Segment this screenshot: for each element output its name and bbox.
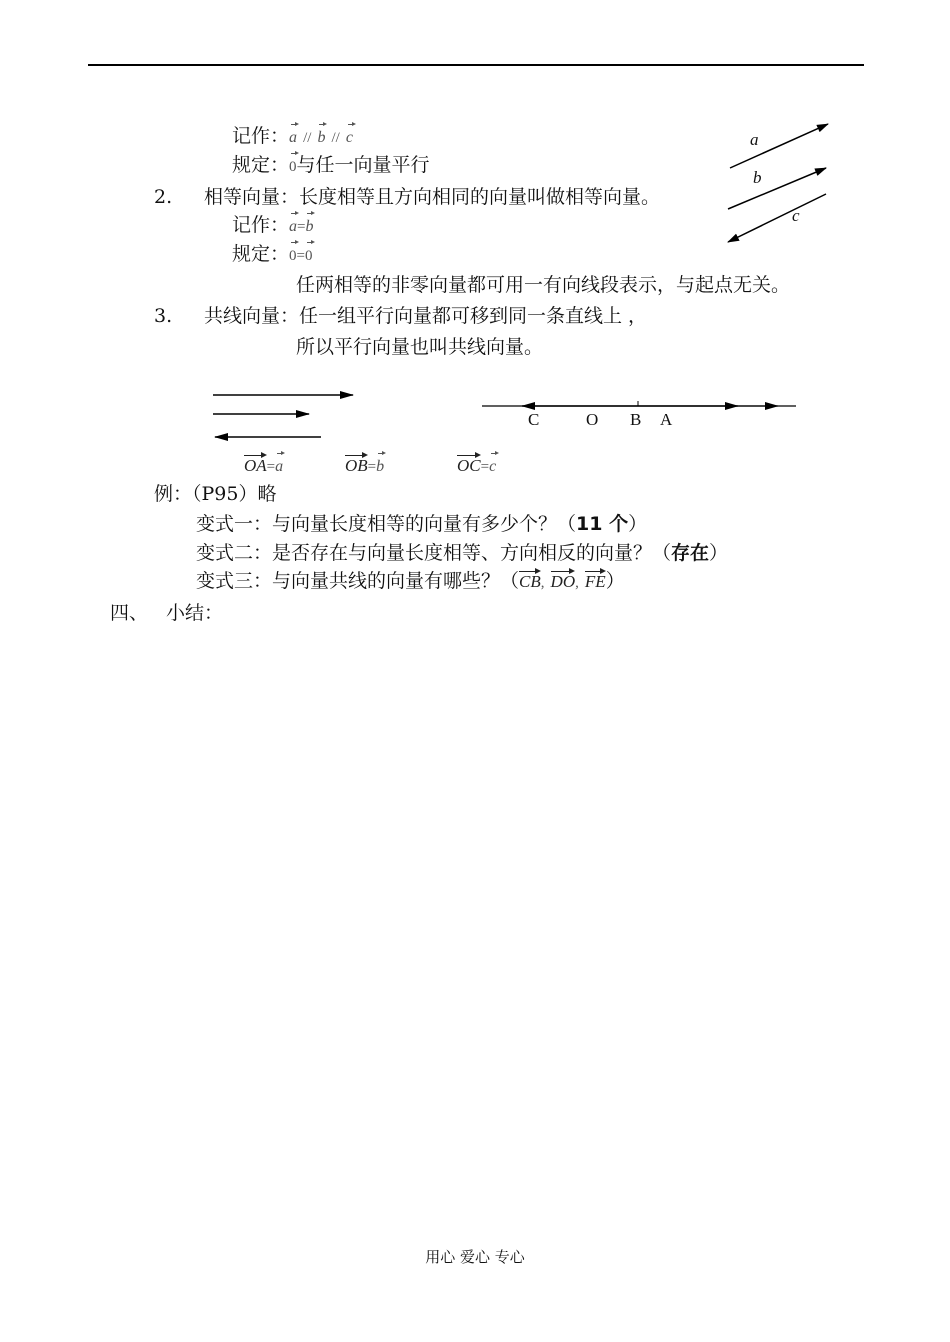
item2-rule-line bbox=[232, 242, 312, 268]
rule-label: 规定： bbox=[232, 243, 290, 265]
label-a: a bbox=[750, 130, 759, 149]
parallel-vectors-diagram bbox=[720, 118, 840, 253]
close-paren: ） bbox=[605, 570, 625, 592]
variant-2 bbox=[196, 541, 728, 565]
rule-zero-parallel-line bbox=[232, 153, 430, 179]
equals-sign: = bbox=[296, 248, 305, 264]
item2-notation-line bbox=[232, 213, 313, 239]
variant-3-text: 变式三：与向量共线的向量有哪些？（ bbox=[196, 570, 520, 592]
header-rule bbox=[88, 64, 864, 66]
vec-a: a bbox=[289, 126, 297, 150]
label-b: b bbox=[753, 168, 762, 187]
vec-b: b bbox=[305, 215, 313, 239]
close-paren: ） bbox=[709, 542, 729, 564]
variant-2-text: 变式二：是否存在与向量长度相等、方向相反的向量？（ bbox=[196, 542, 672, 564]
variant-2-answer: 存在 bbox=[671, 542, 710, 564]
equals-sign: = bbox=[367, 459, 377, 475]
variant-1-text: 变式一：与向量长度相等的向量有多少个？（ bbox=[196, 513, 577, 535]
variant-3 bbox=[196, 569, 625, 595]
zero-vector: 0 bbox=[289, 155, 297, 179]
notation-label: 记作： bbox=[232, 125, 290, 147]
vector-ob-symbol: OB bbox=[345, 454, 368, 478]
free-vectors-diagram bbox=[205, 384, 365, 444]
comma: , bbox=[575, 575, 579, 591]
point-o: O bbox=[586, 410, 599, 429]
item2-remark: 任两相等的非零向量都可用一有向线段表示，与起点无关。 bbox=[296, 274, 791, 296]
vec-c: c bbox=[346, 126, 353, 150]
variant-1 bbox=[196, 512, 647, 536]
vector-fe: FE bbox=[585, 570, 606, 594]
vector-do: DO bbox=[551, 570, 576, 594]
close-paren: ） bbox=[628, 513, 648, 535]
item3-number: 3. bbox=[154, 305, 173, 327]
vec-a: a bbox=[289, 215, 297, 239]
notation-parallel-line bbox=[232, 124, 353, 150]
page-footer: 用心 爱心 专心 bbox=[425, 1248, 525, 1266]
variant-1-answer: 11 个 bbox=[576, 513, 629, 535]
zero-vector: 0 bbox=[289, 244, 297, 268]
equals-sign: = bbox=[480, 459, 490, 475]
point-b: B bbox=[630, 410, 642, 429]
item2-title: 相等向量：长度相等且方向相同的向量叫做相等向量。 bbox=[204, 186, 661, 208]
vec-b: b bbox=[317, 126, 325, 150]
example-label: 例：（P95）略 bbox=[154, 483, 277, 505]
point-c: C bbox=[528, 410, 540, 429]
section4-title: 小结： bbox=[166, 602, 224, 624]
notation-label: 记作： bbox=[232, 214, 290, 236]
eq-ob bbox=[345, 453, 384, 479]
item3-title: 共线向量：任一组平行向量都可移到同一条直线上 ， bbox=[204, 305, 648, 327]
parallel-sign: // bbox=[331, 130, 340, 146]
eq-oc bbox=[457, 453, 496, 479]
vector-oc-symbol: OC bbox=[457, 454, 481, 478]
vec-c: c bbox=[489, 455, 496, 479]
section4-number: 四、 bbox=[110, 602, 149, 624]
zero-vector: 0 bbox=[305, 244, 313, 268]
rule-label: 规定： bbox=[232, 154, 290, 176]
equals-sign: = bbox=[266, 459, 276, 475]
vec-a: a bbox=[275, 455, 283, 479]
item3-line2: 所以平行向量也叫共线向量。 bbox=[296, 336, 544, 358]
vec-b: b bbox=[376, 455, 384, 479]
comma: , bbox=[540, 575, 545, 591]
equals-sign: = bbox=[297, 219, 306, 235]
eq-oa bbox=[244, 453, 283, 479]
label-c: c bbox=[792, 206, 800, 225]
vector-oa-symbol: OA bbox=[244, 454, 267, 478]
parallel-sign: // bbox=[303, 130, 312, 146]
vector-a-arrow bbox=[730, 124, 828, 168]
point-a: A bbox=[660, 410, 673, 429]
vector-cb: CB bbox=[519, 570, 541, 594]
item2-number: 2. bbox=[154, 186, 173, 208]
vector-b-arrow bbox=[728, 168, 826, 209]
rule-text: 与任一向量平行 bbox=[296, 154, 430, 176]
vector-c-arrow bbox=[728, 194, 826, 242]
